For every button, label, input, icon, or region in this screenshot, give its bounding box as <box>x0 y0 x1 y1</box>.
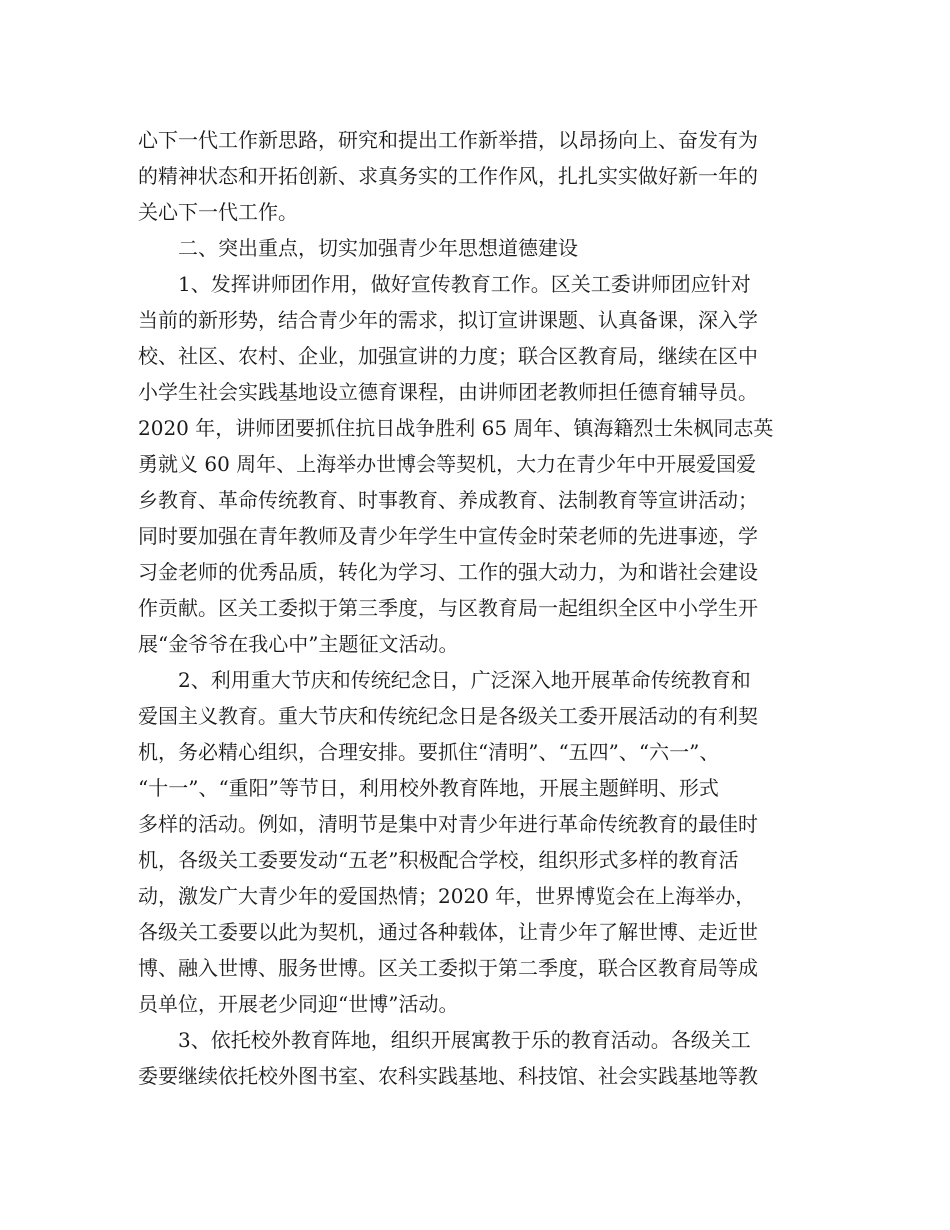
text-line: 3、依托校外教育阵地，组织开展寓教于乐的教育活动。各级关工 <box>178 1028 751 1052</box>
section-heading: 二、突出重点，切实加强青少年思想道德建设 <box>178 236 578 260</box>
text-line: 机，各级关工委要发动“五老”积极配合学校，组织形式多样的教育活 <box>138 848 739 872</box>
text-line: 展“金爷爷在我心中”主题征文活动。 <box>138 632 459 656</box>
text-line: 小学生社会实践基地设立德育课程，由讲师团老教师担任德育辅导员。 <box>138 380 758 404</box>
document-page <box>138 122 818 1094</box>
text-line: 2020 年，讲师团要抓住抗日战争胜利 65 周年、镇海籍烈士朱枫同志英 <box>138 416 774 440</box>
text-line: 员单位，开展老少同迎“世博”活动。 <box>138 992 459 1016</box>
text-line: 2、利用重大节庆和传统纪念日，广泛深入地开展革命传统教育和 <box>178 668 751 692</box>
text-line: 博、融入世博、服务世博。区关工委拟于第二季度，联合区教育局等成 <box>138 956 758 980</box>
text-line: 爱国主义教育。重大节庆和传统纪念日是各级关工委开展活动的有利契 <box>138 704 758 728</box>
text-line: 习金老师的优秀品质，转化为学习、工作的强大动力，为和谐社会建设 <box>138 560 758 584</box>
text-line: 的精神状态和开拓创新、求真务实的工作作风，扎扎实实做好新一年的 <box>138 164 758 188</box>
text-line: 多样的活动。例如，清明节是集中对青少年进行革命传统教育的最佳时 <box>138 812 758 836</box>
text-line: 关心下一代工作。 <box>138 200 298 224</box>
text-line: 校、社区、农村、企业，加强宣讲的力度；联合区教育局，继续在区中 <box>138 344 758 368</box>
text-line: 当前的新形势，结合青少年的需求，拟订宣讲课题、认真备课，深入学 <box>138 308 758 332</box>
text-line: 同时要加强在青年教师及青少年学生中宣传金时荣老师的先进事迹，学 <box>138 524 758 548</box>
text-line: 1、发挥讲师团作用，做好宣传教育工作。区关工委讲师团应针对 <box>178 272 751 296</box>
text-line: 乡教育、革命传统教育、时事教育、养成教育、法制教育等宣讲活动； <box>138 488 758 512</box>
text-line: 心下一代工作新思路，研究和提出工作新举措，以昂扬向上、奋发有为 <box>138 128 758 152</box>
text-line: 勇就义 60 周年、上海举办世博会等契机，大力在青少年中开展爱国爱 <box>138 452 757 476</box>
text-line: 机，务必精心组织，合理安排。要抓住“清明”、“五四”、“六一”、 <box>138 740 720 764</box>
text-line: 委要继续依托校外图书室、农科实践基地、科技馆、社会实践基地等教 <box>138 1064 758 1088</box>
text-line: 各级关工委要以此为契机，通过各种载体，让青少年了解世博、走近世 <box>138 920 758 944</box>
text-line: 作贡献。区关工委拟于第三季度，与区教育局一起组织全区中小学生开 <box>138 596 758 620</box>
text-line: 动，激发广大青少年的爱国热情；2020 年，世界博览会在上海举办， <box>138 884 756 908</box>
text-line: “十一”、“重阳”等节日，利用校外教育阵地，开展主题鲜明、形式 <box>138 776 719 800</box>
